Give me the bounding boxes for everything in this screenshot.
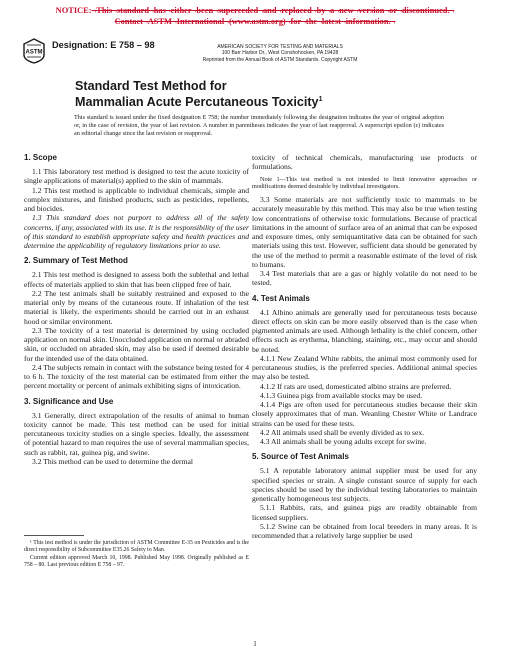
footnote-block — [24, 540, 249, 569]
section-heading-summary: 2. Summary of Test Method — [24, 256, 128, 266]
notice-prefix: NOTICE: — [55, 6, 92, 15]
section-heading-test-animals: 4. Test Animals — [252, 293, 310, 303]
paragraph-4-1-1: 4.1.1 New Zealand White rabbits, the animal most commonly used for percutaneous studies, is the preferred species. Additional animal species may also be tested. — [252, 353, 477, 382]
page-number: 1 — [253, 640, 257, 648]
publisher-address: 100 Barr Harbor Dr., West Conshohocken, PA 19428 — [221, 50, 339, 57]
paragraph-2-1: 2.1 This test method is designed to assess both the sublethal and lethal effects of materials applied to skin that has been clipped free of hair. — [24, 270, 249, 289]
paragraph-4-1-3: 4.1.3 Guinea pigs from available stocks may be used. — [260, 390, 423, 400]
issued-statement: This standard is issued under the fixed designation E 758; the number immediately following the designation indicates the year of original adoption or, in the case of revision, the year of last revision. A number in parentheses indicates the year of last reapproval. A superscript epsilon (ε) indicates an editorial change since the last revision or reapproval. — [74, 114, 444, 137]
paragraph-2-3: 2.3 The toxicity of a test material is determined by using occluded application on normal skin. Unoccluded application on normal or abraded skin, or occluded on abraded skin, may also be used if deemed desirable for the intended use of the data obtained. — [24, 325, 249, 363]
publisher-name: AMERICAN SOCIETY FOR TESTING AND MATERIALS — [217, 44, 343, 50]
designation: Designation: E 758 – 98 — [52, 40, 155, 50]
publisher-block — [200, 44, 360, 63]
notice-banner — [0, 5, 510, 27]
title-footnote-mark: 1 — [318, 96, 323, 103]
paragraph-1-3: 1.3 This standard does not purport to address all of the safety concerns, if any, associated with its use. It is the responsibility of the user of this standard to establish appropriate safety and health practices and determine the applicability of regulatory limitations prior to use. — [24, 213, 249, 250]
notice-line-2: Contact¬ASTM¬International¬(www.astm.org)¬for¬the¬latest¬information.¬ — [114, 17, 396, 26]
section-heading-significance: 3. Significance and Use — [24, 396, 114, 406]
paragraph-3-1: 3.1 Generally, direct extrapolation of the results of animal to human toxicity cannot be made. This test method can be used for initial percutaneous toxicity studies on a single species. Ideally, the assessment of potential hazard to man requires the use of several mammalian species, such as rabbit, rat, guinea pig, and swine. — [24, 410, 249, 457]
paragraph-4-3: 4.3 All animals shall be young adults except for swine. — [260, 437, 427, 447]
paragraph-3-2: 3.2 This method can be used to determine the dermal — [32, 456, 193, 466]
right-column — [252, 153, 477, 540]
notice-line-1 — [0, 5, 510, 16]
logo-text: ASTM — [25, 49, 43, 56]
publisher-reprint: Reprinted from the Annual Book of ASTM Standards. Copyright ASTM — [202, 56, 358, 63]
title-line-1: Standard Test Method for — [75, 79, 227, 93]
notice-strike-text: ¬This¬standard¬has¬either¬been¬superceded¬and¬replaced¬by¬a¬new¬version¬or¬discontinued.¬ — [91, 6, 455, 15]
footnote-divider — [24, 535, 84, 536]
paragraph-3-2-continued: toxicity of technical chemicals, manufacturing use products or formulations. — [252, 153, 477, 172]
paragraph-4-1: 4.1 Albino animals are generally used for percutaneous tests because direct effects on skin can be more easily observed than is the case when pigmented animals are used. Although lethality is the chief concern, other effects such as erythema, blanching, staining, etc., may occur and should be noted. — [252, 307, 477, 354]
title-line-2: Mammalian Acute Percutaneous Toxicity — [75, 95, 319, 110]
paragraph-3-4: 3.4 Test materials that are a gas or highly volatile do not need to be tested. — [252, 269, 477, 288]
document-title — [75, 79, 322, 109]
section-heading-scope: 1. Scope — [24, 153, 57, 162]
footnote-2: Current edition approved March 10, 1998. Published May 1998. Originally published as E 758 – 80. Last previous edition E 758 – 97. — [24, 554, 249, 568]
paragraph-5-1-2: 5.1.2 Swine can be obtained from local breeders in many areas. It is recommended that a relatively large supplier be used — [252, 521, 477, 541]
section-heading-source: 5. Source of Test Animals — [252, 452, 349, 462]
paragraph-5-1-1: 5.1.1 Rabbits, rats, and guinea pigs are readily obtainable from licensed suppliers. — [252, 503, 477, 522]
astm-logo-icon — [22, 38, 46, 64]
paragraph-4-1-2: 4.1.2 If rats are used, domesticated albino strains are preferred. — [260, 381, 452, 391]
paragraph-4-2: 4.2 All animals used shall be evenly divided as to sex. — [260, 427, 425, 437]
paragraph-2-4: 2.4 The subjects remain in contact with the substance being tested for 4 to 6 h. The toxicity of the test material can be estimated from either the percent mortality or percent of animals exhibiting signs of intoxication. — [24, 362, 249, 391]
paragraph-2-2: 2.2 The test animals shall be suitably restrained and exposed to the material only by means of the cutaneous route. If inhalation of the test material is likely, the experiments should be carried out in an exhaust hood or similar environment. — [24, 288, 249, 326]
paragraph-4-1-4: 4.1.4 Pigs are often used for percutaneous studies because their skin closely approximates that of man. Weanling Chester White or Landrace strains can be used for these tests. — [252, 400, 477, 428]
paragraph-1-1: 1.1 This laboratory test method is designed to test the acute toxicity of single applications of material(s) applied to the skin of mammals. — [24, 167, 249, 186]
note-1: Note 1—This test method is not intended to limit innovative approaches or modifications deemed desirable by individual investigators. — [252, 175, 477, 191]
paragraph-1-2: 1.2 This test method is applicable to individual chemicals, simple and complex mixtures, and finished products, such as pesticides, repellents, and biocides. — [24, 185, 249, 213]
left-column — [24, 153, 249, 466]
paragraph-5-1: 5.1 A reputable laboratory animal supplier must be used for any specified species or strain. A single constant source of supply for each species should be used by the individual testing laboratories to maintain genetically homogeneous test subjects. — [252, 466, 477, 504]
footnote-1: ¹ This test method is under the jurisdiction of ASTM Committee E-35 on Pesticides and is the direct responsibility of Subcommittee E35.26 Safety to Man. — [24, 540, 249, 554]
paragraph-3-3: 3.3 Some materials are not sufficiently toxic to mammals to be accurately measurable by this method. This may also be true when testing low concentrations of otherwise toxic formulations. Because of practical limitations in the amount of surface area of an animal that can be exposed and exposure times, only semiquantitative data can be obtained for such materials using this test. However, sufficient data should be generated by the use of the method to permit a reasonable estimate of the level of risk to humans. — [252, 195, 477, 269]
